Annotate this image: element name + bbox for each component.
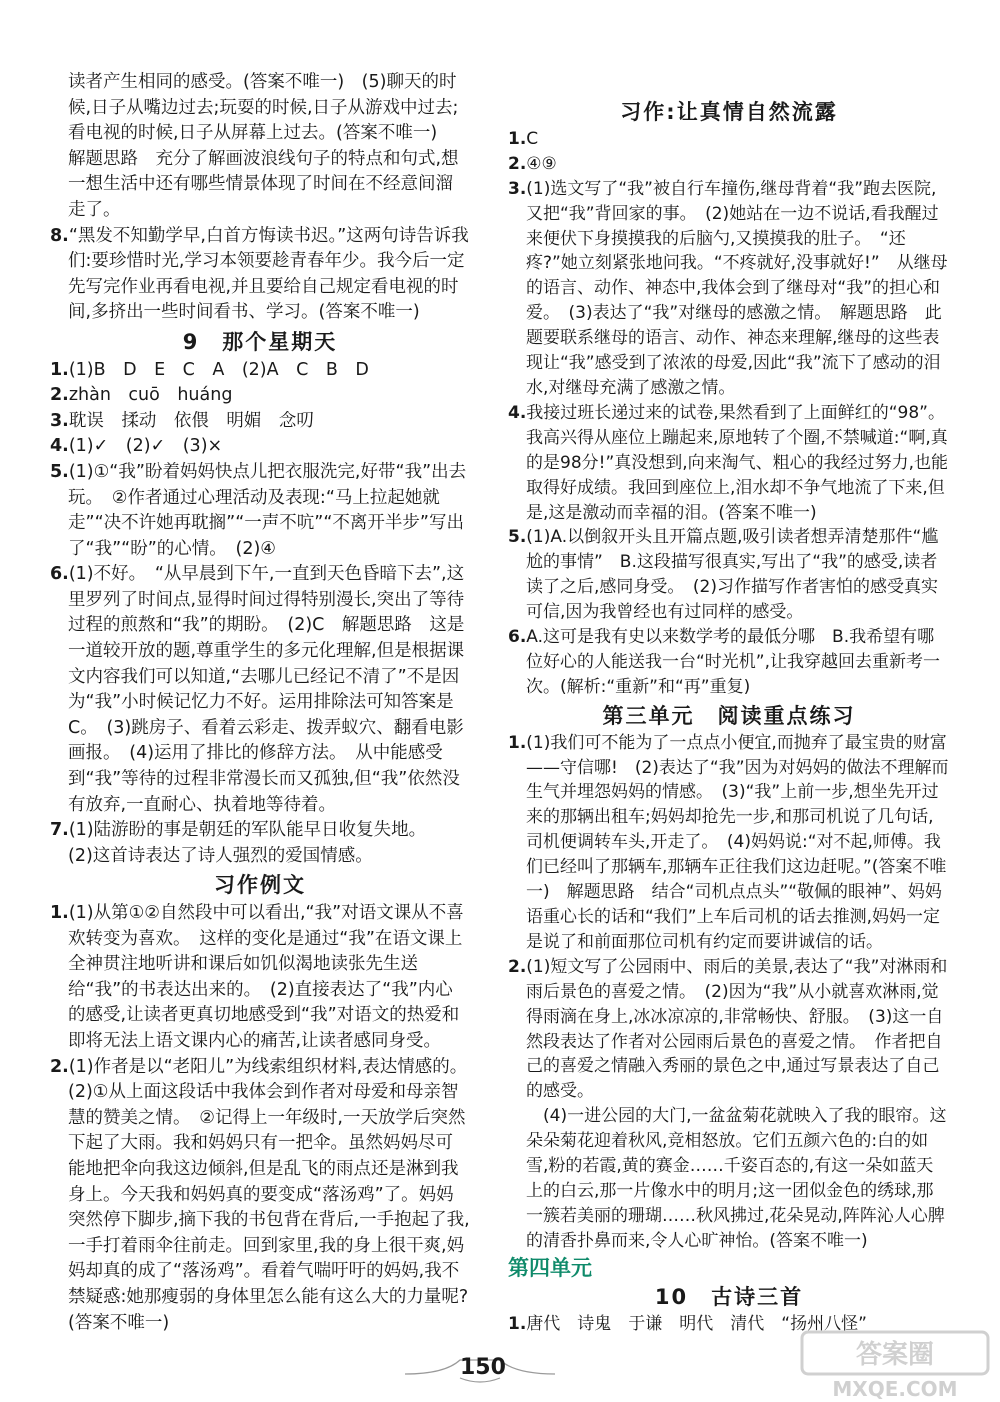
item-number: 1.	[50, 359, 69, 380]
answer-item	[508, 127, 950, 152]
item-text: ④⑨	[526, 153, 557, 174]
item-number: 1.	[508, 1313, 527, 1334]
answer-item	[50, 383, 470, 409]
answer-item	[508, 731, 950, 955]
item-number: 1.	[508, 128, 527, 149]
paragraph: (2)这首诗表达了诗人强烈的爱国情感。	[68, 845, 373, 866]
answer-item	[50, 434, 470, 460]
answer-item	[508, 525, 950, 625]
item-text: 耽误 揉动 依偎 明媚 念叨	[68, 410, 314, 431]
item-text: (1)从第①②自然段中可以看出,“我”对语文课从不喜欢转变为喜欢。 这样的变化是通过“我”在语文课上全神贯注地听讲和课后如饥似渴地读张先生送给“我”的书表达出来的。 (2)直接表达了“我”内心的感受,让读者更真切地感受到“我”对语文的热爱和即将无法上语文课内心的痛苦,让读者感同身受。	[68, 903, 464, 1051]
svg-text:MXQE.COM: MXQE.COM	[832, 1377, 958, 1400]
answer-item	[508, 177, 950, 401]
answer-item	[50, 1055, 477, 1337]
item-text: (1)选文写了“我”被自行车撞伤,继母背着“我”跑去医院,又把“我”背回家的事。 (2)她站在一边不说话,看我醒过来便伏下身摸摸我的后脑勺,又摸摸我的肚子。 “还疼?”她立刻紧张地问我。“不疼就好,没事就好!” 从继母的语言、动作、神态中,我体会到了继母对“我”的担心和爱。 (3)表达了“我”对继母的感激之情。 解题思路 此题要联系继母的语言、动作、神态来理解,继母的这些表现让“我”感受到了浓浓的母爱,因此“我”流下了感动的泪水,对继母充满了感激之情。	[526, 178, 948, 398]
answer-item	[50, 562, 470, 818]
item-text: A.这可是我有史以来数学考的最低分哪 B.我希望有哪位好心的人能送我一台“时光机”,让我穿越回去重新考一次。(解析:“重新”和“再”重复)	[526, 627, 941, 697]
left-column	[50, 70, 477, 1336]
item-text: (1)✓ (2)✓ (3)×	[68, 436, 223, 457]
item-text: “黑发不知勤学早,白首方悔读书迟。”这两句诗告诉我们:要珍惜时光,学习本领要趁青春年少。我今后一定先写完作业再看电视,并且要给自己规定看电视的时间,多挤出一些时间看书、学习。(答案不唯一)	[68, 225, 469, 323]
page-number: 150	[460, 1355, 506, 1380]
unit-heading: 第四单元	[508, 1255, 592, 1280]
item-number: 5.	[508, 527, 527, 548]
item-text: 唐代 诗鬼 于谦 明代 清代 “扬州八怪”	[526, 1313, 867, 1334]
answer-item	[508, 625, 950, 700]
answer-item	[508, 401, 950, 526]
answer-item	[50, 901, 470, 1055]
item-text: (1)我们可不能为了一点点小便宜,而抛弃了最宝贵的财富——守信哪! (2)表达了“我”因为对妈妈的做法不理解而生气并埋怨妈妈的情感。 (3)“我”上前一步,想坐先开过来的那辆出租车;妈妈却抢先一步,和那司机说了几句话,司机便调转车头,开走了。 (4)妈妈说:“对不起,师傅。我们已经叫了那辆车,那辆车正往我们这边赶呢。”(答案不唯一) 解题思路 结合“司机点点头”“敬佩的眼神”、妈妈语重心长的话和“我们”上车后司机的话去推测,妈妈一定是说了和前面那位司机有约定而要讲诚信的话。	[526, 732, 949, 952]
item-text: (1)①“我”盼着妈妈快点儿把衣服洗完,好带“我”出去玩。 ②作者通过心理活动及表现:“马上拉起她就走”“决不许她再耽搁”“一声不吭”“不离开半步”写出了“我”“盼”的心情。 (2)④	[68, 461, 467, 559]
answer-item	[50, 460, 470, 562]
item-text: (1)B D E C A (2)A C B D	[68, 359, 369, 380]
answer-item	[50, 358, 470, 384]
item-number: 3.	[50, 410, 69, 431]
answer-item	[50, 224, 470, 326]
section-heading: 习作:让真情自然流露	[620, 100, 838, 124]
item-text: 我接过班长递过来的试卷,果然看到了上面鲜红的“98”。我高兴得从座位上蹦起来,原地转了个圈,不禁喊道:“啊,真的是98分!”真没想到,向来淘气、粗心的我经过努力,也能取得好成绩。我回到座位上,泪水却不争气地流了下来,但是,这是激动而幸福的泪。(答案不唯一)	[526, 402, 949, 523]
item-number: 8.	[50, 225, 69, 246]
item-text: C	[526, 128, 539, 149]
paragraph: 读者产生相同的感受。(答案不唯一) (5)聊天的时候,日子从嘴边过去;玩耍的时候,日子从游戏中过去;看电视的时候,日子从屏幕上过去。(答案不唯一) 解题思路 充分了解画波浪线句子的特点和句式,想一想生活中还有哪些情景体现了时间在不经意间溜走了。	[68, 72, 459, 220]
item-number: 6.	[508, 627, 527, 648]
item-number: 7.	[50, 820, 69, 841]
answer-item	[508, 955, 950, 1104]
item-number: 1.	[508, 732, 527, 753]
item-number: 1.	[50, 903, 69, 923]
answer-item	[508, 152, 950, 177]
item-text: zhàn cuō huáng	[68, 385, 233, 406]
item-number: 2.	[508, 956, 527, 977]
section-heading: 习作例文	[214, 873, 306, 898]
item-number: 2.	[508, 153, 527, 174]
item-number: 5.	[50, 461, 69, 482]
svg-text:答案圈: 答案圈	[855, 1340, 935, 1370]
item-number: 4.	[508, 402, 527, 423]
answer-item	[50, 818, 470, 844]
section-heading: 10 古诗三首	[654, 1284, 804, 1309]
item-text: (1)短文写了公园雨中、雨后的美景,表达了“我”对淋雨和雨后景色的喜爱之情。 (2)因为“我”从小就喜欢淋雨,觉得雨滴在身上,冰冰凉凉的,非常畅快、舒服。 (3)这一自然段表达了作者对公园雨后景色的喜爱之情。 作者把自己的喜爱之情融入秀丽的景色之中,通过写景表达了自己的感受。	[526, 956, 948, 1102]
item-text: (1)A.以倒叙开头且开篇点题,吸引读者想弄清楚那件“尴尬的事情” B.这段描写很真实,写出了“我”的感受,读者读了之后,感同身受。 (2)习作描写作者害怕的感受真实可信,因为我曾经也有过同样的感受。	[526, 527, 939, 623]
item-text: (1)陆游盼的事是朝廷的军队能早日收复失地。	[68, 820, 427, 841]
item-number: 6.	[50, 564, 69, 585]
item-number: 3.	[508, 178, 527, 199]
watermark-logo	[800, 1330, 990, 1400]
item-number: 2.	[50, 385, 69, 406]
section-heading: 第三单元 阅读重点练习	[602, 703, 856, 728]
item-text: (1)不好。 “从早晨到下午,一直到天色昏暗下去”,这里罗列了时间点,显得时间过得特别漫长,突出了等待过程的煎熬和“我”的期盼。 (2)C 解题思路 这是一道较开放的题,尊重学生的多元化理解,但是根据课文内容我们可以知道,“去哪儿已经记不清了”不是因为“我”小时候记忆力不好。运用排除法可知答案是C。 (3)跳房子、看着云彩走、拨弄蚁穴、翻看电影画报。 (4)运用了排比的修辞方法。 从中能感受到“我”等待的过程非常漫长而又孤独,但“我”依然没有放弃,一直耐心、执着地等待着。	[68, 564, 465, 815]
item-number: 4.	[50, 436, 69, 457]
item-number: 2.	[50, 1056, 69, 1077]
item-text: (1)作者是以“老阳儿”为线索组织材料,表达情感的。 (2)①从上面这段话中我体会到作者对母爱和母亲智慧的赞美之情。 ②记得上一年级时,一天放学后突然下起了大雨。我和妈妈只有一把伞。虽然妈妈尽可能地把伞向我这边倾斜,但是乱飞的雨点还是淋到我身上。今天我和妈妈真的要变成“落汤鸡”了。妈妈突然停下脚步,摘下我的书包背在背后,一手抱起了我,一手打着雨伞往前走。回到家里,我的身上很干爽,妈妈却真的成了“落汤鸡”。看着气喘吁吁的妈妈,我不禁疑惑:她那瘦弱的身体里怎么能有这么大的力量呢?(答案不唯一)	[68, 1056, 477, 1333]
answer-item	[50, 409, 470, 435]
paragraph: (4)一进公园的大门,一盆盆菊花就映入了我的眼帘。这朵朵菊花迎着秋风,竞相怒放。它们五颜六色的:白的如雪,粉的若霞,黄的赛金……千姿百态的,有这一朵如蓝天上的白云,那一片像水中的明月;这一团似金色的绣球,那一簇若美丽的珊瑚……秋风拂过,花朵晃动,阵阵沁人心脾的清香扑鼻而来,令人心旷神怡。(答案不唯一)	[526, 1106, 947, 1251]
right-column	[508, 96, 950, 1336]
section-heading: 9 那个星期天	[182, 329, 338, 354]
